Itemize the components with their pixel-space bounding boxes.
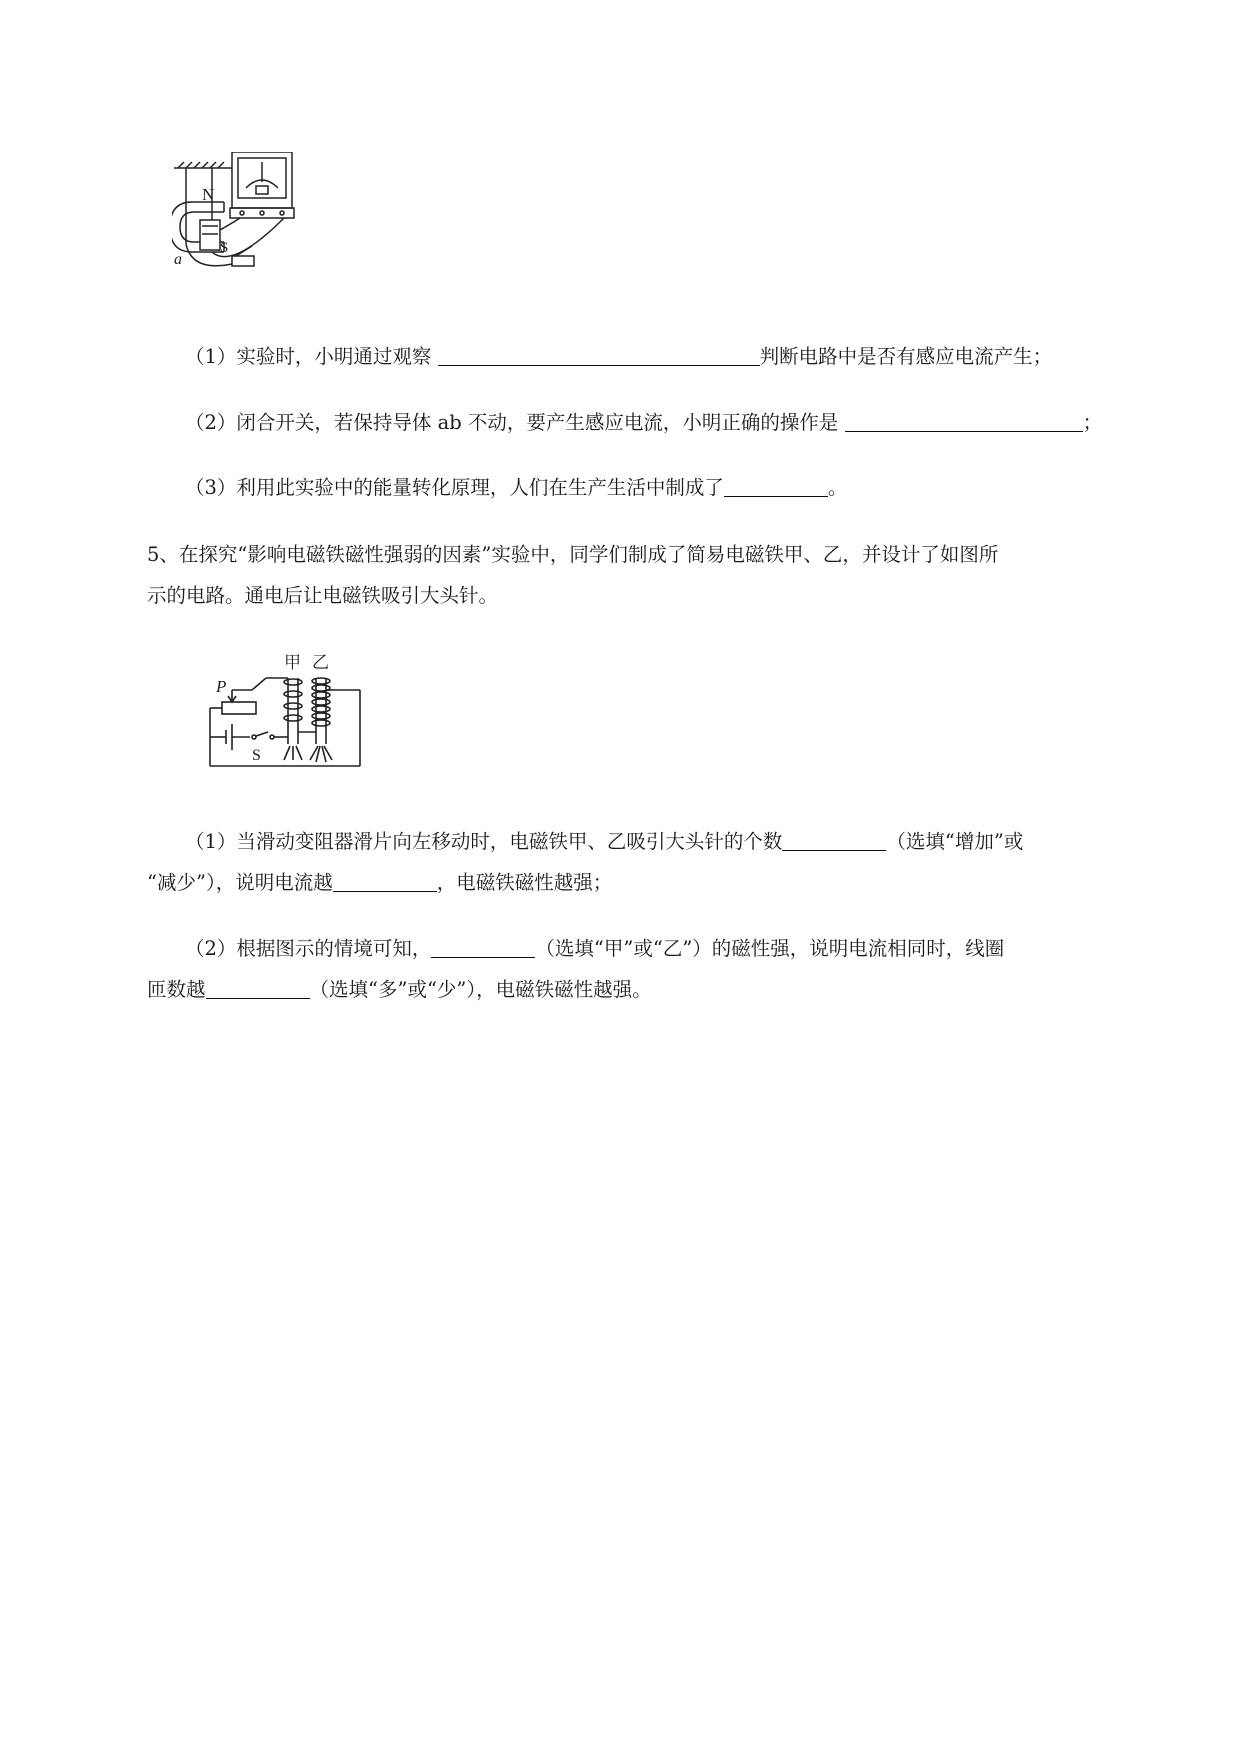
- q5-sub2-answer-blank-2[interactable]: [206, 978, 310, 999]
- q5-sub1-line2-text-after: ，电磁铁磁性越强；: [436, 871, 613, 894]
- electromagnet-circuit-figure: [204, 648, 370, 768]
- q5-stem-line1: 5、在探究“影响电磁铁磁性强弱的因素”实验中，同学们制成了简易电磁铁甲、乙，并设计了如图所: [147, 543, 999, 566]
- electromagnet-yi-label: 乙: [312, 653, 329, 672]
- electromagnet-jia-label: 甲: [284, 653, 301, 672]
- q4-sub2-text-after: ；: [1082, 411, 1103, 434]
- magnet-pole-n-label: N: [202, 185, 215, 204]
- q4-sub2-answer-blank[interactable]: [845, 411, 1083, 432]
- switch-s-label: S: [252, 747, 261, 764]
- q5-sub2-line2: [147, 978, 652, 1002]
- q4-sub3-text-after: 。: [827, 476, 848, 499]
- q5-sub2-line1: [185, 937, 1004, 961]
- q4-sub1-text-before: （1）实验时，小明通过观察: [185, 345, 438, 368]
- q5-sub1-line2: [147, 871, 612, 895]
- q4-sub3-answer-blank[interactable]: [724, 476, 828, 497]
- magnet-pole-s-label: S: [220, 240, 229, 256]
- q5-sub2-text-after: （选填“甲”或“乙”）的磁性强，说明电流相同时，线圈: [535, 937, 1005, 960]
- conductor-end-a-label: a: [174, 251, 182, 268]
- q4-sub2-text-before: （2）闭合开关，若保持导体 ab 不动，要产生感应电流，小明正确的操作是: [185, 411, 845, 434]
- q4-sub3-text-before: （3）利用此实验中的能量转化原理，人们在生产生活中制成了: [185, 476, 724, 499]
- q5-sub2-line2-text-after: （选填“多”或“少”），电磁铁磁性越强。: [309, 978, 652, 1001]
- q4-sub2: [185, 411, 1102, 435]
- q5-sub1-text-after: （选填“增加”或: [886, 830, 1024, 853]
- q5-sub2-line2-text-before: 匝数越: [147, 978, 206, 1001]
- induction-apparatus-figure: [172, 152, 332, 292]
- q5-stem-line2: 示的电路。通电后让电磁铁吸引大头针。: [147, 584, 499, 607]
- q5-sub1-text-before: （1）当滑动变阻器滑片向左移动时，电磁铁甲、乙吸引大头针的个数: [185, 830, 783, 853]
- q4-sub1-text-after: 判断电路中是否有感应电流产生；: [759, 345, 1053, 368]
- slider-p-label: P: [216, 677, 227, 696]
- q4-sub1: [185, 345, 1052, 369]
- q5-sub2-text-before: （2）根据图示的情境可知，: [185, 937, 432, 960]
- q5-sub1-line1: [185, 830, 1023, 854]
- q4-sub1-answer-blank[interactable]: [438, 345, 760, 366]
- q5-sub1-answer-blank-1[interactable]: [782, 830, 886, 851]
- q5-sub1-answer-blank-2[interactable]: [333, 871, 437, 892]
- q5-sub1-line2-text-before: “减少”），说明电流越: [147, 871, 333, 894]
- q4-sub3: [185, 476, 847, 500]
- q5-sub2-answer-blank-1[interactable]: [431, 937, 535, 958]
